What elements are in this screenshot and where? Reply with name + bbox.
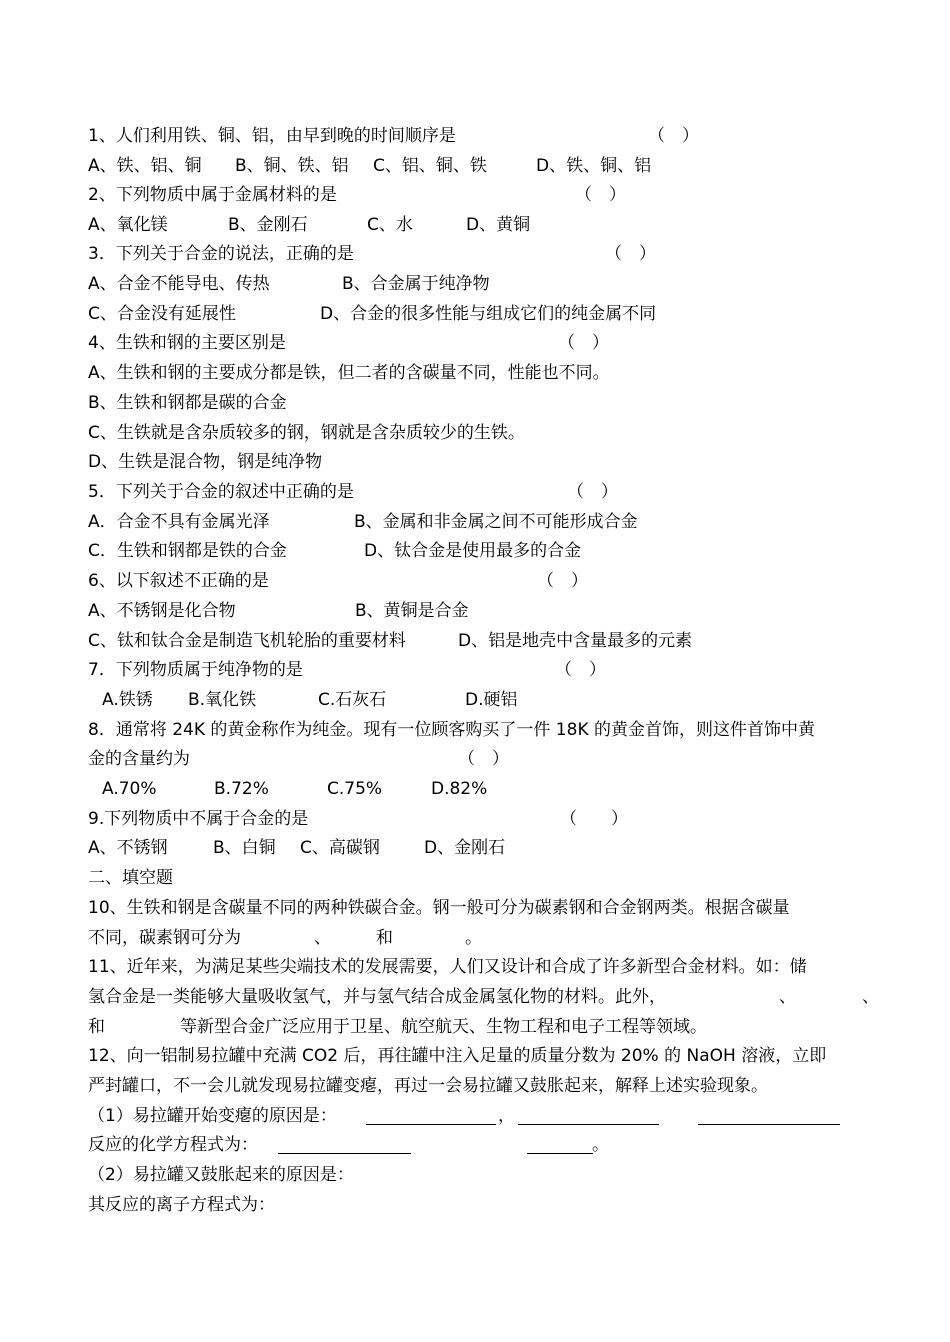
q9-option-d: D、金刚石 xyxy=(424,838,506,858)
q3-stem-text: 3．下列关于合金的说法，正确的是 xyxy=(88,244,354,264)
q12-answer-blank-2[interactable] xyxy=(518,1124,659,1125)
q12-sub-2: （2）易拉罐又鼓胀起来的原因是： xyxy=(88,1165,354,1185)
q12-sub-1-text: （1）易拉罐开始变瘪的原因是： xyxy=(88,1106,337,1126)
q3-option-b: B、合金属于纯净物 xyxy=(342,274,490,294)
q4-answer-paren: （ ） xyxy=(558,333,609,353)
q8-answer-paren: （ ） xyxy=(458,749,509,769)
q1-stem-text: 1、人们利用铁、铜、铝，由早到晚的时间顺序是 xyxy=(88,126,456,146)
q10-line-2-text: 不同，碳素钢可分为 xyxy=(88,928,241,948)
q12-line-1: 12、向一铝制易拉罐中充满 CO2 后，再往罐中注入足量的质量分数为 20% 的 NaOH 溶液，立即 xyxy=(88,1046,827,1066)
q9-answer-paren: （ ） xyxy=(560,809,628,829)
q5-option-d: D、钛合金是使用最多的合金 xyxy=(364,541,582,561)
q8-stem-line-2-text: 金的含量约为 xyxy=(88,749,190,769)
q5-option-a: A．合金不具有金属光泽 xyxy=(88,512,270,532)
q4-option-a: A、生铁和钢的主要成分都是铁，但二者的含碳量不同，性能也不同。 xyxy=(88,363,610,383)
q12-equation-label: 反应的化学方程式为： xyxy=(88,1135,258,1155)
q7-option-c: C.石灰石 xyxy=(318,690,387,710)
q10-and: 和 xyxy=(376,928,393,948)
q11-line-2-text: 氢合金是一类能够大量吸收氢气，并与氢气结合成金属氢化物的材料。此外， xyxy=(88,987,666,1007)
q10-line-1: 10、生铁和钢是含碳量不同的两种铁碳合金。钢一般可分为碳素钢和合金钢两类。根据含碳量 xyxy=(88,898,790,918)
q11-separator-1: 、 xyxy=(779,987,796,1007)
q1-option-a: A、铁、铝、铜 xyxy=(88,156,202,176)
q5-option-c: C．生铁和钢都是铁的合金 xyxy=(88,541,287,561)
q6-option-c: C、钛和钛合金是制造飞机轮胎的重要材料 xyxy=(88,631,406,651)
q12-line-2: 严封罐口，不一会儿就发现易拉罐变瘪，再过一会易拉罐又鼓胀起来，解释上述实验现象。 xyxy=(88,1076,768,1096)
q9-option-a: A、不锈钢 xyxy=(88,838,168,858)
q4-option-c: C、生铁就是含杂质较多的钢，钢就是含杂质较少的生铁。 xyxy=(88,423,525,443)
q1-answer-paren: （ ） xyxy=(648,126,699,146)
q5-answer-paren: （ ） xyxy=(567,482,618,502)
q3-option-d: D、合金的很多性能与组成它们的纯金属不同 xyxy=(320,304,657,324)
q8-option-c: C.75% xyxy=(327,779,383,799)
q1-option-b: B、铜、铁、铝 xyxy=(235,156,349,176)
q7-option-d: D.硬铝 xyxy=(465,690,518,710)
section-2-title: 二、填空题 xyxy=(88,868,173,888)
q6-option-d: D、铝是地壳中含量最多的元素 xyxy=(458,631,693,651)
q4-stem-text: 4、生铁和钢的主要区别是 xyxy=(88,333,286,353)
q4-option-b: B、生铁和钢都是碳的合金 xyxy=(88,393,287,413)
q7-stem-text: 7．下列物质属于纯净物的是 xyxy=(88,660,303,680)
q6-option-b: B、黄铜是合金 xyxy=(355,601,469,621)
q12-equation-period: 。 xyxy=(592,1135,609,1155)
q2-stem-text: 2、下列物质中属于金属材料的是 xyxy=(88,185,337,205)
q7-option-b: B.氧化铁 xyxy=(188,690,257,710)
q7-option-a: A.铁锈 xyxy=(102,690,153,710)
q2-option-c: C、水 xyxy=(367,215,413,235)
q7-answer-paren: （ ） xyxy=(555,660,606,680)
q11-separator-2: 、 xyxy=(862,987,879,1007)
q8-option-d: D.82% xyxy=(431,779,488,799)
q9-stem-text: 9.下列物质中不属于合金的是 xyxy=(88,809,309,829)
q11-line-1: 11、近年来，为满足某些尖端技术的发展需要，人们又设计和合成了许多新型合金材料。如：储 xyxy=(88,957,807,977)
q10-separator-1: 、 xyxy=(314,928,331,948)
q6-stem-text: 6、以下叙述不正确的是 xyxy=(88,571,269,591)
q2-option-a: A、氧化镁 xyxy=(88,215,168,235)
q8-stem-line-1: 8．通常将 24K 的黄金称作为纯金。现有一位顾客购买了一件 18K 的黄金首饰，则这件首饰中黄 xyxy=(88,720,815,740)
q9-option-c: C、高碳钢 xyxy=(300,838,380,858)
q12-answer-blank-4[interactable] xyxy=(278,1153,411,1154)
q1-option-c: C、铝、铜、铁 xyxy=(373,156,487,176)
q1-option-d: D、铁、铜、铝 xyxy=(536,156,652,176)
q6-option-a: A、不锈钢是化合物 xyxy=(88,601,236,621)
q12-answer-blank-3[interactable] xyxy=(698,1124,840,1125)
q10-period: 。 xyxy=(465,928,482,948)
q2-option-d: D、黄铜 xyxy=(466,215,531,235)
q3-answer-paren: （ ） xyxy=(605,244,656,264)
q3-option-c: C、合金没有延展性 xyxy=(88,304,236,324)
q4-option-d: D、生铁是混合物，钢是纯净物 xyxy=(88,452,323,472)
q2-answer-paren: （ ） xyxy=(575,185,626,205)
q8-option-a: A.70% xyxy=(102,779,157,799)
q9-option-b: B、白铜 xyxy=(213,838,276,858)
q12-sub-3: 其反应的离子方程式为： xyxy=(88,1195,275,1215)
q12-answer-blank-1[interactable] xyxy=(366,1124,496,1125)
q11-and: 和 xyxy=(88,1017,105,1037)
q5-option-b: B、金属和非金属之间不可能形成合金 xyxy=(354,512,638,532)
q2-option-b: B、金刚石 xyxy=(228,215,308,235)
q3-option-a: A、合金不能导电、传热 xyxy=(88,274,270,294)
q5-stem-text: 5．下列关于合金的叙述中正确的是 xyxy=(88,482,354,502)
q8-option-b: B.72% xyxy=(214,779,269,799)
q6-answer-paren: （ ） xyxy=(537,571,588,591)
q12-sub-1-comma: ， xyxy=(498,1106,515,1126)
q12-answer-blank-5[interactable] xyxy=(527,1153,593,1154)
q11-line-3-text: 等新型合金广泛应用于卫星、航空航天、生物工程和电子工程等领域。 xyxy=(180,1017,707,1037)
